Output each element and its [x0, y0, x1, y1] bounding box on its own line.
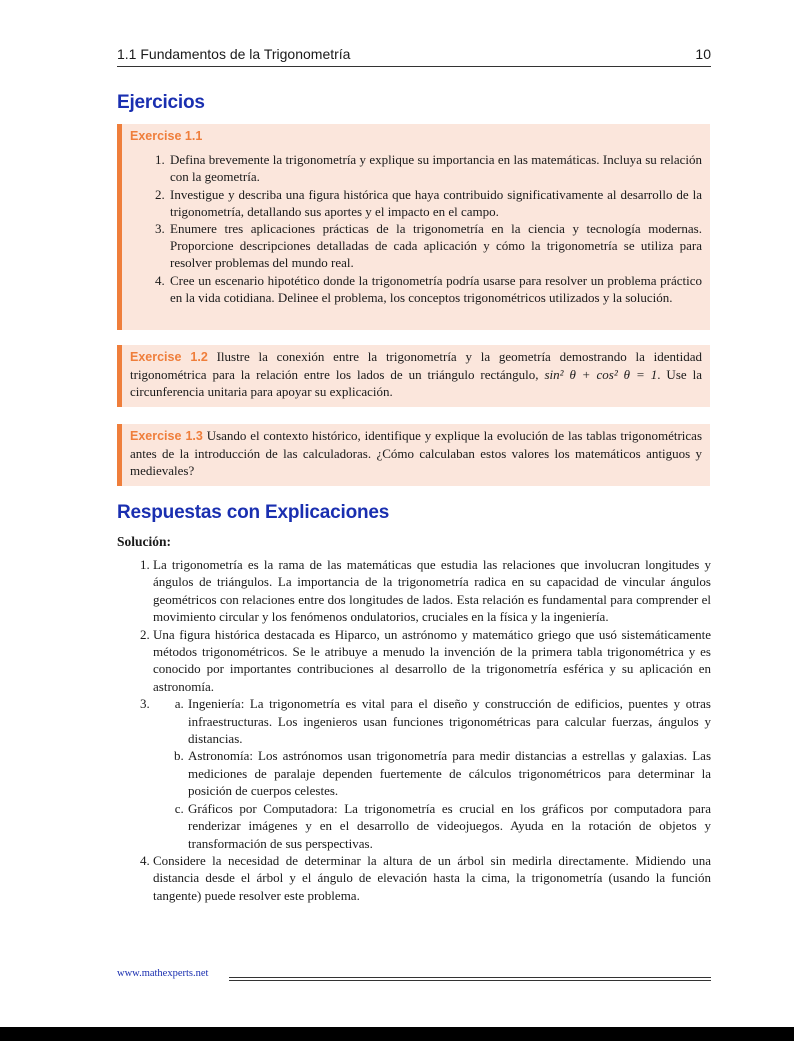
list-item: 2. Una figura histórica destacada es Hiparco, un astrónomo y matemático griego que usó sistemáticamente métodos trigonométricos. Se le atribuye a menudo la invención de la primera tabla trigonométrica y es conocido por importantes contribuciones al desarrollo de la trigonometría esférica y su aplicación en astronomía. — [153, 626, 711, 696]
list-item — [153, 695, 711, 852]
list-item: 4. Cree un escenario hipotético donde la trigonometría podría usarse para resolver un problema práctico en la vida cotidiana. Delinee el problema, los conceptos trigonométricos utilizados y la solución. — [168, 272, 702, 306]
answers-heading: Respuestas con Explicaciones — [117, 502, 390, 523]
list-item: b. Astronomía: Los astrónomos usan trigonometría para medir distancias a estrellas y galaxias. Las mediciones de paralaje dependen fuertemente de cálculos trigonométricos para determinar la posición de cuerpos celestes. — [187, 747, 711, 799]
section-title: 1.1 Fundamentos de la Trigonometría — [117, 46, 351, 62]
bottom-bar — [0, 1027, 794, 1041]
page-footer — [117, 968, 711, 984]
exercise-list — [130, 151, 702, 306]
applications-sublist — [153, 695, 711, 852]
footer-rule — [229, 980, 711, 981]
exercise-text: . Use la circunferencia unitaria para apoyar su explicación. — [130, 367, 702, 400]
exercise-box-1-2 — [117, 345, 710, 407]
solution-label: Solución: — [117, 534, 172, 549]
exercise-text: Ilustre la conexión entre la trigonometría y la geometría demostrando la identidad trigonométrica para la relación entre los lados de un triángulo rectángulo, — [130, 349, 702, 383]
exercises-heading: Ejercicios — [117, 92, 205, 113]
page-number: 10 — [695, 46, 711, 62]
exercise-box-1-1 — [117, 124, 710, 330]
footer-link[interactable]: www.mathexperts.net — [117, 968, 209, 979]
exercise-title: Exercise 1.1 — [130, 129, 203, 143]
exercise-text: Usando el contexto histórico, identifique y explique la evolución de las tablas trigonométricas antes de la introducción de las calculadoras. ¿Cómo calculaban estos valores los matemáticos antiguos y medievales? — [130, 428, 702, 479]
exercise-box-1-3 — [117, 424, 710, 486]
list-item: 1. Defina brevemente la trigonometría y explique su importancia en las matemáticas. Incluya su relación con la geometría. — [168, 151, 702, 185]
list-item: 1. La trigonometría es la rama de las matemáticas que estudia las relaciones que involucran longitudes y ángulos de triángulos. La importancia de la trigonometría radica en su capacidad de vincular ángulos geométricos con relaciones entre dos longitudes de lados. Esta relación es fundamental para comprender el movimiento circular y los fenómenos ondulatorios, cruciales en la física y la ingeniería. — [153, 556, 711, 626]
answers-list — [117, 556, 711, 904]
list-item: a. 3. Ingeniería: La trigonometría es vital para el diseño y construcción de edificios, puentes y otras infraestructuras. Los ingenieros usan funciones trigonométricas para calcular fuerzas, ángulos y distancias. — [187, 695, 711, 747]
exercise-title: Exercise 1.2 — [130, 350, 208, 364]
page-header — [117, 46, 711, 67]
list-item: c. Gráficos por Computadora: La trigonometría es crucial en los gráficos por computadora para renderizar imágenes y en el desarrollo de videojuegos. Ayuda en la rotación de objetos y transformación de sus perspectivas. — [187, 800, 711, 852]
list-item: 3. Enumere tres aplicaciones prácticas de la trigonometría en la ciencia y tecnología modernas. Proporcione descripciones detalladas de cada aplicación y cómo la trigonometría se utiliza para resolver problemas del mundo real. — [168, 220, 702, 272]
identity-formula: sin² θ + cos² θ = 1 — [544, 367, 658, 383]
list-item: 2. Investigue y describa una figura histórica que haya contribuido significativamente al desarrollo de la trigonometría, detallando sus aportes y el impacto en el campo. — [168, 186, 702, 220]
footer-rule — [229, 977, 711, 978]
exercise-title: Exercise 1.3 — [130, 429, 203, 443]
list-item: 4. Considere la necesidad de determinar la altura de un árbol sin medirla directamente. Midiendo una distancia desde el árbol y el ángulo de elevación hasta la cima, la trigonometría (usando la función tangente) puede resolver este problema. — [153, 852, 711, 904]
answers-body — [117, 556, 711, 904]
